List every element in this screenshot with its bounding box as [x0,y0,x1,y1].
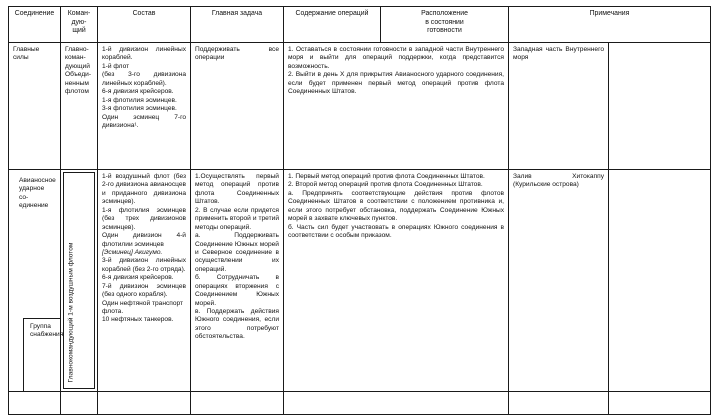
operations-item: 2. Выйти в день Х для прикрытия Авианосного ударного соединения, если будет применен первый метод операций против флота Соединенных Штатов. [288,71,504,96]
column-header-position [381,7,509,43]
composition-item: 7-й дивизион эсминцев (без одного корабля). [102,282,186,299]
composition-item: Один эсминец 7-го дивизиона¹. [102,113,186,129]
cell-commander [61,170,98,392]
main-task-item: а. Поддерживать Соединение Южных морей и Северное соединение в осуществлении их операций. [195,232,279,273]
cell-notes [609,43,711,170]
position-header-line-2: в состоянии [425,18,464,26]
composition-item: 3-й дивизион линейных кораблей (без 2-го отряда). [102,257,186,273]
composition-item: 6-я дивизия крейсеров. [102,88,174,96]
main-task-item: 1.Осуществлять первый метод операций против флота Соединенных Штатов. [195,173,279,206]
cell-notes [609,170,711,392]
operations-item: а. Предпринять соответствующие действия против флотов Соединенных Штатов в соответствии с положением противника и, если этого потребует обстановка, поддержать Соединение Южных морей в захвате ключевых пунктов. [288,189,504,223]
cell-main-task [191,170,284,392]
cell-main-task [191,43,284,170]
commander-rotated-box [63,172,95,389]
table-header [9,7,711,43]
composition-item: 1-я флотилия эсминцев (без трех дивизионов эсминцев). [102,206,186,231]
cell-composition [98,43,191,170]
composition-item: 3-я флотилия эсминцев. [102,105,177,113]
commander-line: Главно- [65,46,89,53]
position-item: Западная часть Внутреннего моря [513,46,604,62]
composition-item: 6-я дивизия крейсеров. [102,274,174,282]
main-task-item: Поддерживать все операции [195,46,279,62]
column-header-main-task: Главная задача [191,7,284,43]
commander-line: Объеди- [65,71,92,79]
operations-item: 1. Оставаться в состоянии готовности в западной части Внутреннего моря и выйти для операций поддержки, когда представится возможность. [288,46,504,70]
cell-composition [98,170,191,392]
operations-item: 1. Первый метод операций против флота Соединенных Штатов. [288,173,485,180]
table-row [9,43,711,170]
cell-unit: Главные силы [9,43,61,170]
cell-position [509,170,609,392]
cell-operations [284,170,509,392]
composition-item: (без 3-го дивизиона линейных кораблей). [102,71,186,87]
cell-unit [9,392,61,415]
unit-subgroup: Группа снабжения [23,318,60,391]
cell-notes [609,392,711,415]
position-item: Залив Хитокаппу (Курильские острова) [513,173,604,189]
position-header-line-1: Расположение [421,10,468,17]
commander-line: флотом [65,88,89,96]
composition-item: 1-й флот [102,62,130,70]
column-header-operations: Содержание операций [284,7,381,43]
composition-item: 1-я флотилия эсминцев. [102,96,177,104]
main-task-item: б. Сотрудничать в операциях вторжения с Соединением Южных морей. [195,274,279,307]
table-header-row [9,7,711,43]
main-task-item: в. Поддержать действия Южного соединения, если этого потребуют обстоятельства. [195,308,279,341]
composition-item: Один дивизион 4-й флотилии эсминцев [102,232,186,248]
operations-item: 2. Второй метод операций против флота Соединенных Штатов. [288,181,483,189]
position-header-line-3: готовности [427,27,462,35]
commander-line: ненным [65,79,89,87]
commander-header-line-1: Коман- [67,10,91,17]
unit-name: Авианосное ударное со-единение [19,177,56,210]
column-header-commander [61,7,98,43]
composition-item: 1-й воздушный флот (без 2-го дивизиона авианосцев и приданного дивизиона эсминцев). [102,173,186,206]
cell-position [509,43,609,170]
cell-main-task [191,392,284,415]
commander-header-line-2: дую- [71,18,87,26]
column-header-unit: Соединение [9,7,61,43]
commander-rotated-label: Главнокомандующий 1-м воздушным флотом [67,242,75,382]
cell-unit [9,170,64,392]
cell-composition [98,392,191,415]
table-body [9,43,711,415]
table-row-continuation [9,392,711,415]
operations-item: б. Часть сил будет участвовать в операциях Южного соединения в соответствии с особым приказом. [288,223,504,240]
column-header-composition: Состав [98,7,191,43]
cell-commander [61,43,98,170]
composition-item-italic: [Эсминец] Акигумо. [102,248,163,256]
table-row [9,170,711,392]
commander-header-line-3: щий [72,27,86,35]
cell-position [509,392,609,415]
composition-item: Один нефтяной транспорт флота. [102,299,184,315]
cell-operations [284,392,509,415]
column-header-notes: Примечания [509,7,711,43]
battle-order-table [8,6,711,415]
cell-operations [284,43,509,170]
composition-item: 1-й дивизион линейных кораблей. [102,46,186,62]
main-task-item: 2. В случае если придется применить второй и третий методы операций. [195,206,279,231]
cell-commander [61,392,98,415]
commander-line: дующий [65,62,90,70]
composition-item: 10 нефтяных танкеров. [102,316,174,324]
commander-line: коман- [65,54,86,62]
